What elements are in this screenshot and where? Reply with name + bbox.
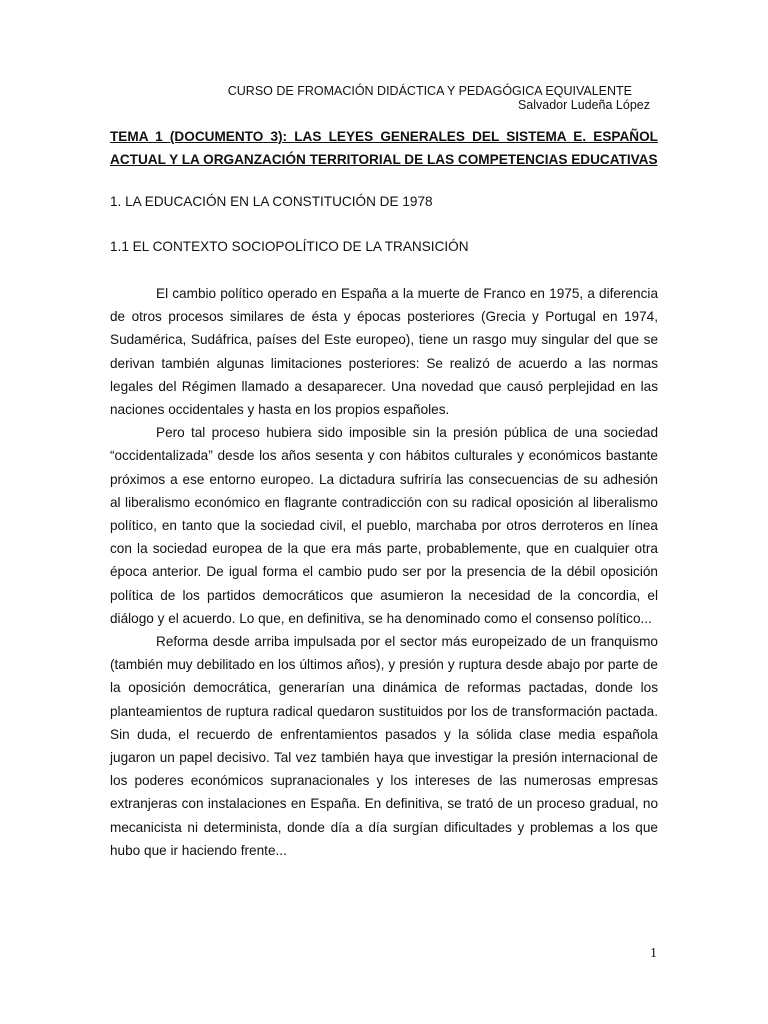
paragraph: El cambio político operado en España a la muerte de Franco en 1975, a diferencia de otros procesos similares de ésta y épocas posteriores (Grecia y Portugal en 1974, Sudamérica, Sudáfrica, países del Este europeo), tiene un rasgo muy singular del que se derivan también algunas limitaciones posteriores: Se realizó de acuerdo a las normas legales del Régimen llamado a desaparecer. Una novedad que causó perplejidad en las naciones occidentales y hasta en los propios españoles. — [110, 286, 658, 418]
section-heading-1-1: 1.1 EL CONTEXTO SOCIOPOLÍTICO DE LA TRANSICIÓN — [110, 239, 469, 254]
author-name: Salvador Ludeña López — [517, 98, 650, 112]
course-title: CURSO DE FROMACIÓN DIDÁCTICA Y PEDAGÓGICA EQUIVALENTE — [227, 84, 632, 98]
page-number: 1 — [650, 946, 657, 961]
page-header — [150, 84, 650, 112]
document-title: TEMA 1 (DOCUMENTO 3): LAS LEYES GENERALES DEL SISTEMA E. ESPAÑOL ACTUAL Y LA ORGANZACIÓN TERRITORIAL DE LAS COMPETENCIAS EDUCATIVAS — [110, 129, 658, 167]
body-text — [110, 282, 658, 862]
document-body — [110, 125, 658, 862]
paragraph: Pero tal proceso hubiera sido imposible sin la presión pública de una sociedad “occidentalizada” desde los años sesenta y con hábitos culturales y económicos bastante próximos a ese entorno europeo. La dictadura sufriría las consecuencias de su adhesión al liberalismo económico en flagrante contradicción con su radical oposición al liberalismo político, en tanto que la sociedad civil, el pueblo, marchaba por otros derroteros en línea con la sociedad europea de la que era más parte, probablemente, que en cualquier otra época anterior. De igual forma el cambio pudo ser por la presencia de la débil oposición política de los partidos democráticos que asumieron la necesidad de la concordia, el diálogo y el acuerdo. Lo que, en definitiva, se ha denominado como el consenso político... — [110, 425, 658, 626]
paragraph: Reforma desde arriba impulsada por el sector más europeizado de un franquismo (también muy debilitado en los últimos años), y presión y ruptura desde abajo por parte de la oposición democrática, generarían una dinámica de reformas pactadas, donde los planteamientos de ruptura radical quedaron sustituidos por los de transformación pactada. Sin duda, el recuerdo de enfrentamientos pasados y la sólida clase media española jugaron un papel decisivo. Tal vez también haya que investigar la presión internacional de los poderes económicos supranacionales y los intereses de las numerosas empresas extranjeras con instalaciones en España. En definitiva, se trató de un proceso gradual, no mecanicista ni determinista, donde día a día surgían dificultades y problemas a los que hubo que ir haciendo frente... — [110, 634, 658, 858]
section-heading-1: 1. LA EDUCACIÓN EN LA CONSTITUCIÓN DE 1978 — [110, 194, 433, 209]
